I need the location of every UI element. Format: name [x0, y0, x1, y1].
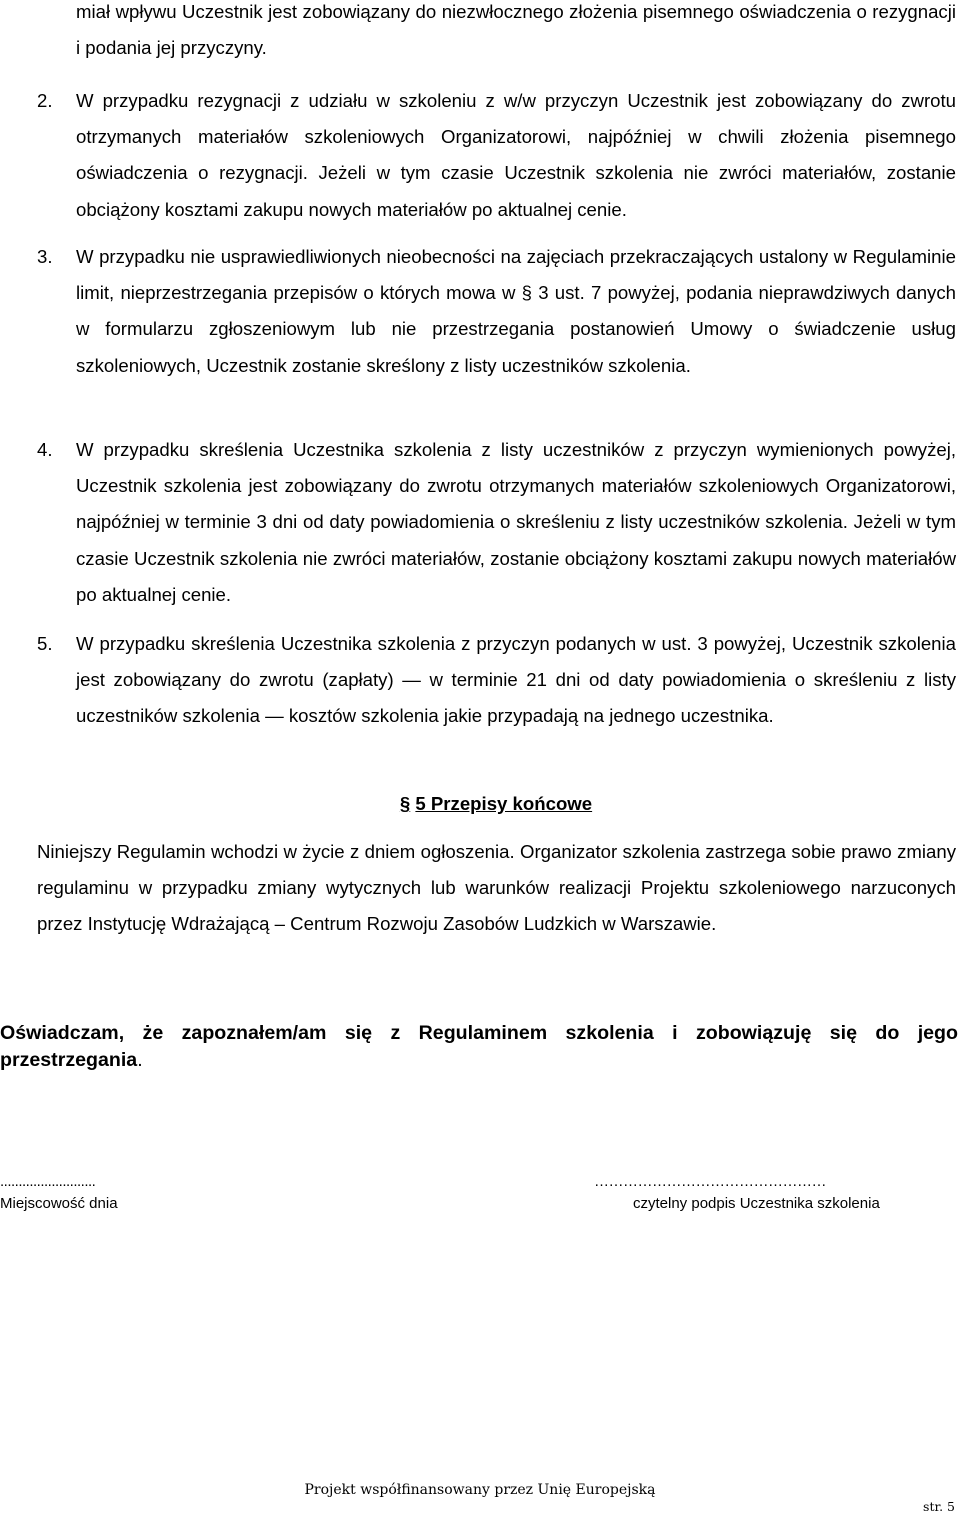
item-text-4: W przypadku skreślenia Uczestnika szkolenia z listy uczestników z przyczyn wymienionych powyżej, Uczestnik szkolenia jest zobowiązany do zwrotu otrzymanych materiałów szkoleniowych Organizatorowi, najpóźniej w terminie 3 dni od daty powiadomienia o skreśleniu z listy uczestników szkolenia. Jeżeli w tym czasie Uczestnik szkolenia nie zwróci materiałów, zostanie obciążony kosztami zakupu nowych materiałów po aktualnej cenie.	[76, 439, 956, 605]
declaration-end: .	[137, 1049, 143, 1071]
item-number-4: 4.	[37, 439, 53, 460]
place-date-label: Miejscowość dnia	[0, 1195, 118, 1212]
signature-label: czytelny podpis Uczestnika szkolenia	[633, 1195, 880, 1212]
item-text-5: W przypadku skreślenia Uczestnika szkolenia z przyczyn podanych w ust. 3 powyżej, Uczestnik szkolenia jest zobowiązany do zwrotu (zapłaty) — w terminie 21 dni od daty powiadomienia o skreśleniu z listy uczestników szkolenia — kosztów szkolenia jakie przypadają na jednego uczestnika.	[76, 633, 956, 727]
declaration-bold: Oświadczam, że zapoznałem/am się z Regulaminem szkolenia i zobowiązuję się do jego przestrzegania	[0, 1022, 958, 1071]
item-number-3: 3.	[37, 246, 53, 267]
footer-text: Projekt współfinansowany przez Unię Europejską	[304, 1482, 656, 1498]
item-text-3: W przypadku nie usprawiedliwionych nieobecności na zajęciach przekraczających ustalony w Regulaminie limit, nieprzestrzegania przepisów o których mowa w § 3 ust. 7 powyżej, podania nieprawdziwych danych w formularzu zgłoszeniowym lub nie przestrzegania postanowień Umowy o świadczenie usług szkoleniowych, Uczestnik zostanie skreślony z listy uczestników szkolenia.	[76, 246, 956, 376]
item-number-5: 5.	[37, 633, 53, 654]
place-date-dots: ..........................	[0, 1173, 96, 1190]
signature-dots: …………………………………………	[594, 1173, 826, 1190]
page-number: str. 5	[923, 1499, 955, 1514]
final-paragraph: Niniejszy Regulamin wchodzi w życie z dniem ogłoszenia. Organizator szkolenia zastrzega sobie prawo zmiany regulaminu w przypadku zmiany wytycznych lub warunków realizacji Projektu szkoleniowego narzuconych przez Instytucję Wdrażającą – Centrum Rozwoju Zasobów Ludzkich w Warszawie.	[37, 841, 956, 935]
item-number-2: 2.	[37, 90, 53, 111]
section-heading	[0, 786, 960, 822]
declaration	[0, 1020, 958, 1074]
item-text-2: W przypadku rezygnacji z udziału w szkoleniu z w/w przyczyn Uczestnik jest zobowiązany do zwrotu otrzymanych materiałów szkoleniowych Organizatorowi, najpóźniej w chwili złożenia pisemnego oświadczenia o rezygnacji. Jeżeli w tym czasie Uczestnik szkolenia nie zwróci materiałów, zostanie obciążony kosztami zakupu nowych materiałów po aktualnej cenie.	[76, 90, 956, 220]
section-title: 5 Przepisy końcowe	[415, 793, 593, 814]
section-symbol: §	[399, 793, 411, 814]
continuation-paragraph: miał wpływu Uczestnik jest zobowiązany do niezwłocznego złożenia pisemnego oświadczenia o rezygnacji i podania jej przyczyny.	[76, 1, 956, 59]
